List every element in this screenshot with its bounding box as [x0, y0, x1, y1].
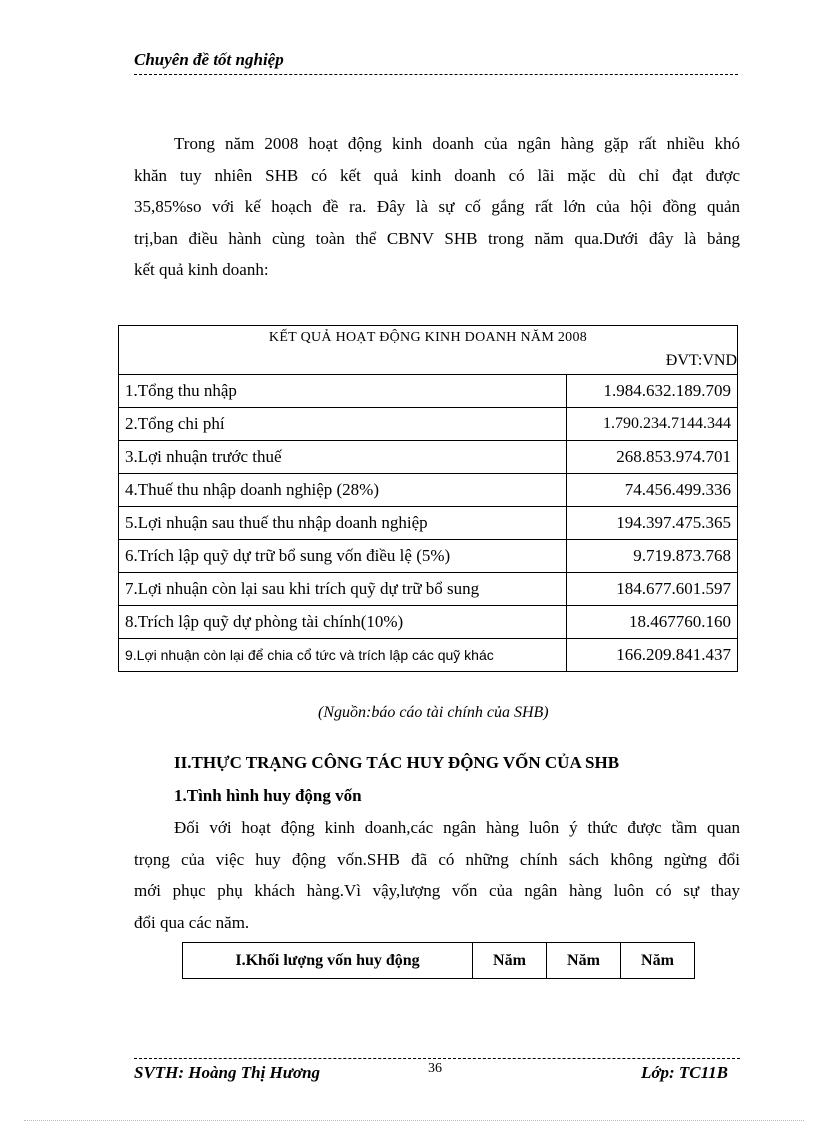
intro-line: kết quả kinh doanh: [134, 260, 269, 279]
row-label: 9.Lợi nhuận còn lại để chia cổ tức và trích lập các quỹ khác [119, 639, 567, 672]
row-label: 5.Lợi nhuận sau thuế thu nhập doanh nghiệp [119, 507, 567, 540]
header-title: Chuyên đề tốt nghiệp [134, 50, 284, 69]
row-label: 1.Tổng thu nhập [119, 375, 567, 408]
table-row [119, 474, 738, 507]
row-label: 2.Tổng chi phí [119, 408, 567, 441]
row-value: 184.677.601.597 [567, 573, 738, 606]
footer-class: Lớp: TC11B [640, 1063, 728, 1082]
intro-paragraph [134, 128, 740, 286]
volume-header-cell: Năm [621, 943, 695, 979]
volume-table [182, 942, 695, 979]
volume-header-cell: Năm [547, 943, 621, 979]
row-value: 74.456.499.336 [567, 474, 738, 507]
row-value: 18.467760.160 [567, 606, 738, 639]
section-title: II.THỰC TRẠNG CÔNG TÁC HUY ĐỘNG VỐN CỦA SHB [174, 753, 620, 772]
results-table-title: KẾT QUẢ HOẠT ĐỘNG KINH DOANH NĂM 2008 [268, 330, 588, 345]
page-header [134, 48, 738, 75]
body-line: trọng của việc huy động vốn.SHB đã có những chính sách không ngừng đổi [134, 849, 740, 869]
row-value: 194.397.475.365 [567, 507, 738, 540]
table-row [119, 375, 738, 408]
row-label: 7.Lợi nhuận còn lại sau khi trích quỹ dự trữ bổ sung [119, 573, 567, 606]
subsection-title: 1.Tình hình huy động vốn [174, 786, 362, 805]
body-paragraph [134, 812, 740, 938]
table-row [119, 606, 738, 639]
table-row [119, 639, 738, 672]
row-label: 6.Trích lập quỹ dự trữ bổ sung vốn điều lệ (5%) [119, 540, 567, 573]
intro-line: Trong năm 2008 hoạt động kinh doanh của ngân hàng gặp rất nhiều khó [174, 134, 740, 153]
volume-header-cell: I.Khối lượng vốn huy động [183, 943, 473, 979]
row-label: 4.Thuế thu nhập doanh nghiệp (28%) [119, 474, 567, 507]
page-footer [134, 1058, 740, 1089]
row-label: 8.Trích lập quỹ dự phòng tài chính(10%) [119, 606, 567, 639]
results-table-header [119, 326, 738, 375]
source-note: (Nguồn:báo cáo tài chính của SHB) [318, 704, 549, 721]
table-row [119, 573, 738, 606]
body-line: Đối với hoạt động kinh doanh,các ngân hàng luôn ý thức được tầm quan [174, 818, 740, 837]
intro-line: 35,85%so với kế hoạch đề ra. Đây là sự cố gắng rất lớn của hội đồng quản [134, 197, 740, 216]
table-row [119, 408, 738, 441]
volume-table-header-row [183, 943, 695, 979]
intro-line: trị,ban điều hành cùng toàn thể CBNV SHB trong năm qua.Dưới đây là bảng [134, 228, 740, 248]
row-value: 1.790.234.7144.344 [567, 408, 738, 441]
table-row [119, 441, 738, 474]
footer-author: SVTH: Hoàng Thị Hương [134, 1063, 321, 1082]
row-label: 3.Lợi nhuận trước thuế [119, 441, 567, 474]
row-value: 9.719.873.768 [567, 540, 738, 573]
table-row [119, 507, 738, 540]
volume-header-cell: Năm [473, 943, 547, 979]
table-row [119, 540, 738, 573]
page-edge-divider [24, 1120, 804, 1121]
row-value: 1.984.632.189.709 [567, 375, 738, 408]
page-number: 36 [428, 1061, 442, 1076]
row-value: 166.209.841.437 [567, 639, 738, 672]
body-line: mới phục phụ khách hàng.Vì vậy,lượng vốn của ngân hàng luôn có sự thay [134, 881, 740, 900]
results-table-unit: ĐVT:VND [665, 352, 737, 369]
body-line: đổi qua các năm. [134, 912, 250, 932]
results-table [118, 325, 738, 672]
row-value: 268.853.974.701 [567, 441, 738, 474]
intro-line: khăn tuy nhiên SHB có kết quả kinh doanh có lãi mặc dù chỉ đạt được [134, 165, 740, 185]
